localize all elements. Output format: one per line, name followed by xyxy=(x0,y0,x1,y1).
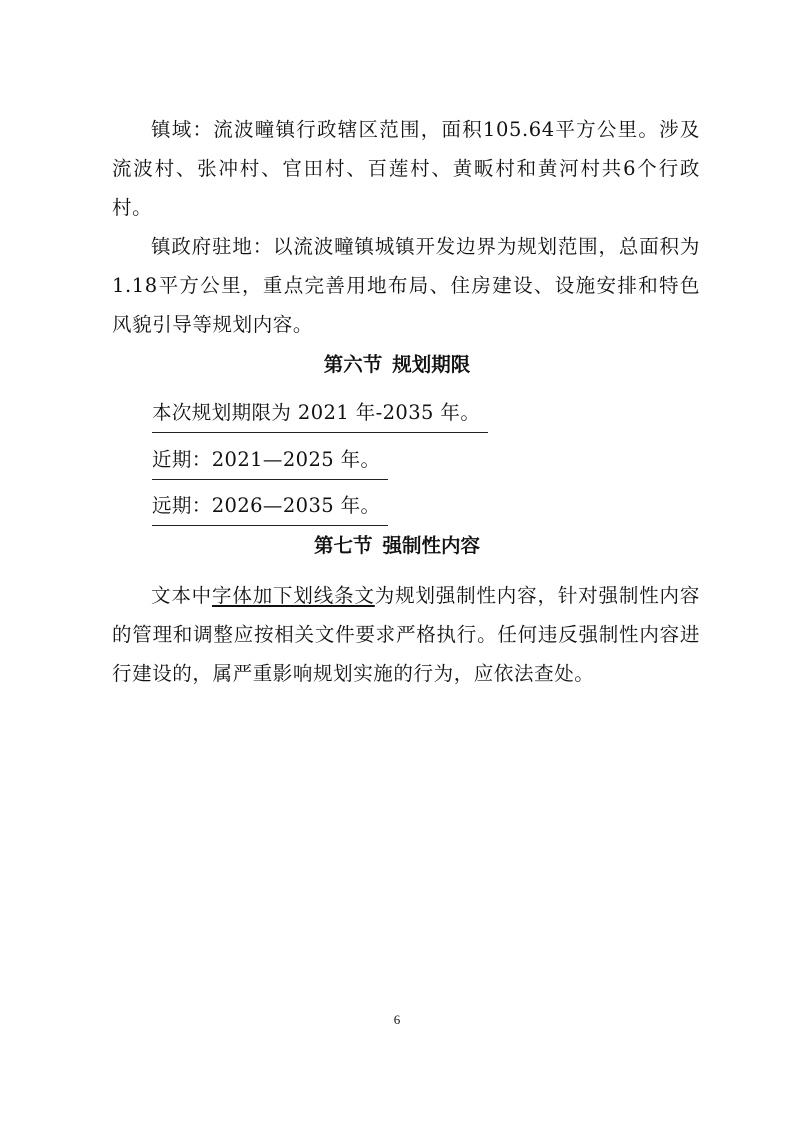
town-domain-paragraph: 镇域：流波疃镇行政辖区范围，面积105.64平方公里。涉及流波村、张冲村、官田村、百莲村、黄畈村和黄河村共6个行政村。 xyxy=(112,118,700,219)
section-6-heading xyxy=(0,345,794,384)
near-term-item: 近期：2021—2025 年。 xyxy=(152,440,388,480)
section-7-title: 强制性内容 xyxy=(382,534,481,557)
section-6-title: 规划期限 xyxy=(392,353,471,376)
underlined-text: 字体加下划线条文 xyxy=(212,584,375,607)
section-7-number: 第七节 xyxy=(313,534,373,557)
mandatory-content-paragraph xyxy=(112,576,700,693)
long-term-item: 远期：2026—2035 年。 xyxy=(152,486,388,526)
section-7-heading xyxy=(0,526,794,565)
government-seat-paragraph: 镇政府驻地：以流波疃镇城镇开发边界为规划范围，总面积为1.18平方公里，重点完善用地布局、住房建设、设施安排和特色风貌引导等规划内容。 xyxy=(112,235,700,336)
mandatory-text-after: 为规划强制性内容，针对强制性内容的管理和调整应按相关文件要求严格执行。任何违反强制性内容进行建设的，属严重影响规划实施的行为，应依法查处。 xyxy=(112,584,700,685)
mandatory-text-before: 文本中 xyxy=(151,584,213,607)
section-6-number: 第六节 xyxy=(323,353,383,376)
planning-period-item: 本次规划期限为 2021 年-2035 年。 xyxy=(152,393,488,433)
page-number: 6 xyxy=(393,1012,401,1027)
